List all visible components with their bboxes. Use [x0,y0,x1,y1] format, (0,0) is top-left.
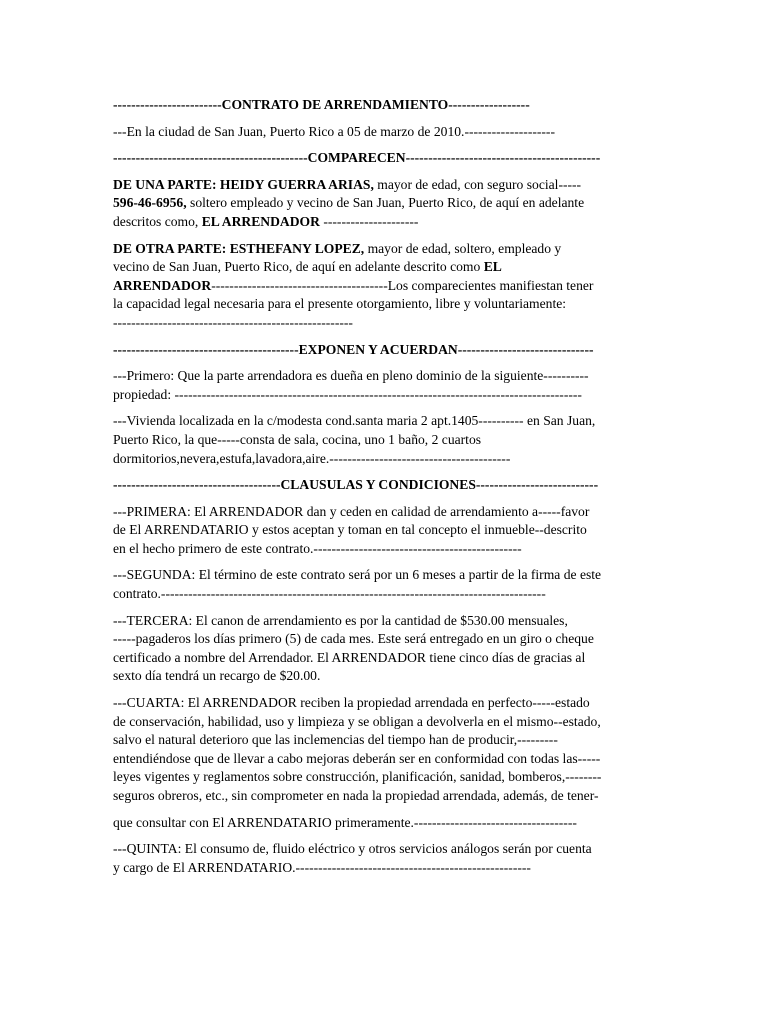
party-one-text-2: soltero empleado y vecino de San Juan, Puerto Rico, de aquí en adelante [186,195,585,211]
party-two-role-start: EL [483,259,502,275]
party-one-line-1 [113,176,658,195]
clause-line: salvo el natural deterioro que las inclemencias del tiempo han de producir,--------- [113,732,558,748]
primero-line: ---Primero: Que la parte arrendadora es dueña en pleno dominio de la siguiente---------- [113,368,589,384]
party-two-text-3: ---------------------------------------Los comparecientes manifiestan tener [211,277,594,293]
clause-line: certificado a nombre del Arrendador. El ARRENDADOR tiene cinco días de gracias al [113,649,586,665]
party-one-tail: --------------------- [319,213,419,229]
clause-line: de conservación, habilidad, uso y limpieza y se obligan a devolverla en el mismo--estado, [113,713,601,729]
vivienda-paragraph [113,412,658,468]
contract-title: ------------------------CONTRATO DE ARRENDAMIENTO------------------ [113,97,530,112]
party-one-line-2 [113,194,658,213]
clause-line: entendiéndose que de llevar a cabo mejoras deberán ser en conformidad con todas las----- [113,750,601,766]
party-two-line-3 [113,277,658,296]
party-one-text-3: descritos como, [113,213,202,229]
party-two-line-2 [113,258,658,277]
clause-primera [113,503,658,559]
party-one-line-3 [113,213,658,232]
contract-body [113,96,658,885]
clause-line: ---QUINTA: El consumo de, fluido eléctrico y otros servicios análogos serán por cuenta [113,841,592,857]
party-two-line-4: la capacidad legal necesaria para el presente otorgamiento, libre y voluntariamente: [113,296,567,312]
party-two-text-2: vecino de San Juan, Puerto Rico, de aquí en adelante descrito como [113,259,484,275]
clause-cuarta-end: que consultar con El ARRENDATARIO primeramente.------------------------------------ [113,814,577,830]
party-two-name: DE OTRA PARTE: ESTHEFANY LOPEZ, [113,240,365,256]
clause-line: sexto día tendrá un recargo de $20.00. [113,668,321,684]
clause-line: ---PRIMERA: El ARRENDADOR dan y ceden en calidad de arrendamiento a-----favor [113,503,590,519]
vivienda-line: dormitorios,nevera,estufa,lavadora,aire.---------------------------------------- [113,450,511,466]
section-clausulas: -------------------------------------CLAUSULAS Y CONDICIONES--------------------------- [113,477,599,493]
clause-line: ---TERCERA: El canon de arrendamiento es por la cantidad de $530.00 mensuales, [113,612,568,628]
section-comparecen: -------------------------------------------COMPARECEN------------------------------------------- [113,150,601,166]
clause-line: de El ARRENDATARIO y estos aceptan y toman en tal concepto el inmueble--descrito [113,522,587,538]
clause-segunda [113,566,658,603]
vivienda-line: ---Vivienda localizada en la c/modesta cond.santa maria 2 apt.1405---------- en San Juan, [113,413,596,429]
party-two-line-1 [113,240,658,259]
party-two-role-end: ARRENDADOR [113,277,212,293]
clause-line: ---CUARTA: El ARRENDADOR reciben la propiedad arrendada en perfecto-----estado [113,695,590,711]
party-one-text-1: mayor de edad, con seguro social----- [373,176,582,192]
clause-line: en el hecho primero de este contrato.---------------------------------------------- [113,540,522,556]
primero-line: propiedad: ------------------------------------------------------------------------------------------ [113,386,582,402]
party-one-paragraph [113,176,658,232]
clause-tercera [113,612,658,686]
intro-paragraph: ---En la ciudad de San Juan, Puerto Rico a 05 de marzo de 2010.-------------------- [113,123,555,139]
party-two-paragraph [113,240,658,333]
clause-line: contrato.------------------------------------------------------------------------------------- [113,586,546,602]
party-one-role: EL ARRENDADOR [201,213,320,229]
vivienda-line: Puerto Rico, la que-----consta de sala, cocina, uno 1 baño, 2 cuartos [113,431,482,447]
party-two-line-5: ----------------------------------------------------- [113,314,353,330]
clause-quinta [113,840,658,877]
clause-line: -----pagaderos los días primero (5) de cada mes. Este será entregado en un giro o cheque [113,631,594,647]
party-one-name: DE UNA PARTE: HEIDY GUERRA ARIAS, [113,176,374,192]
party-one-ssn: 596-46-6956, [113,195,187,211]
clause-line: ---SEGUNDA: El término de este contrato será por un 6 meses a partir de la firma de este [113,567,602,583]
clause-line: y cargo de El ARRENDATARIO.---------------------------------------------------- [113,859,531,875]
clause-line: leyes vigentes y reglamentos sobre construcción, planificación, sanidad, bomberos,-------- [113,769,602,785]
clause-line: seguros obreros, etc., sin comprometer en nada la propiedad arrendada, además, de tener- [113,788,599,803]
section-exponen: -----------------------------------------EXPONEN Y ACUERDAN------------------------------ [113,341,594,357]
clause-cuarta [113,694,658,806]
primero-paragraph [113,367,658,404]
party-two-text-1: mayor de edad, soltero, empleado y [364,240,562,256]
